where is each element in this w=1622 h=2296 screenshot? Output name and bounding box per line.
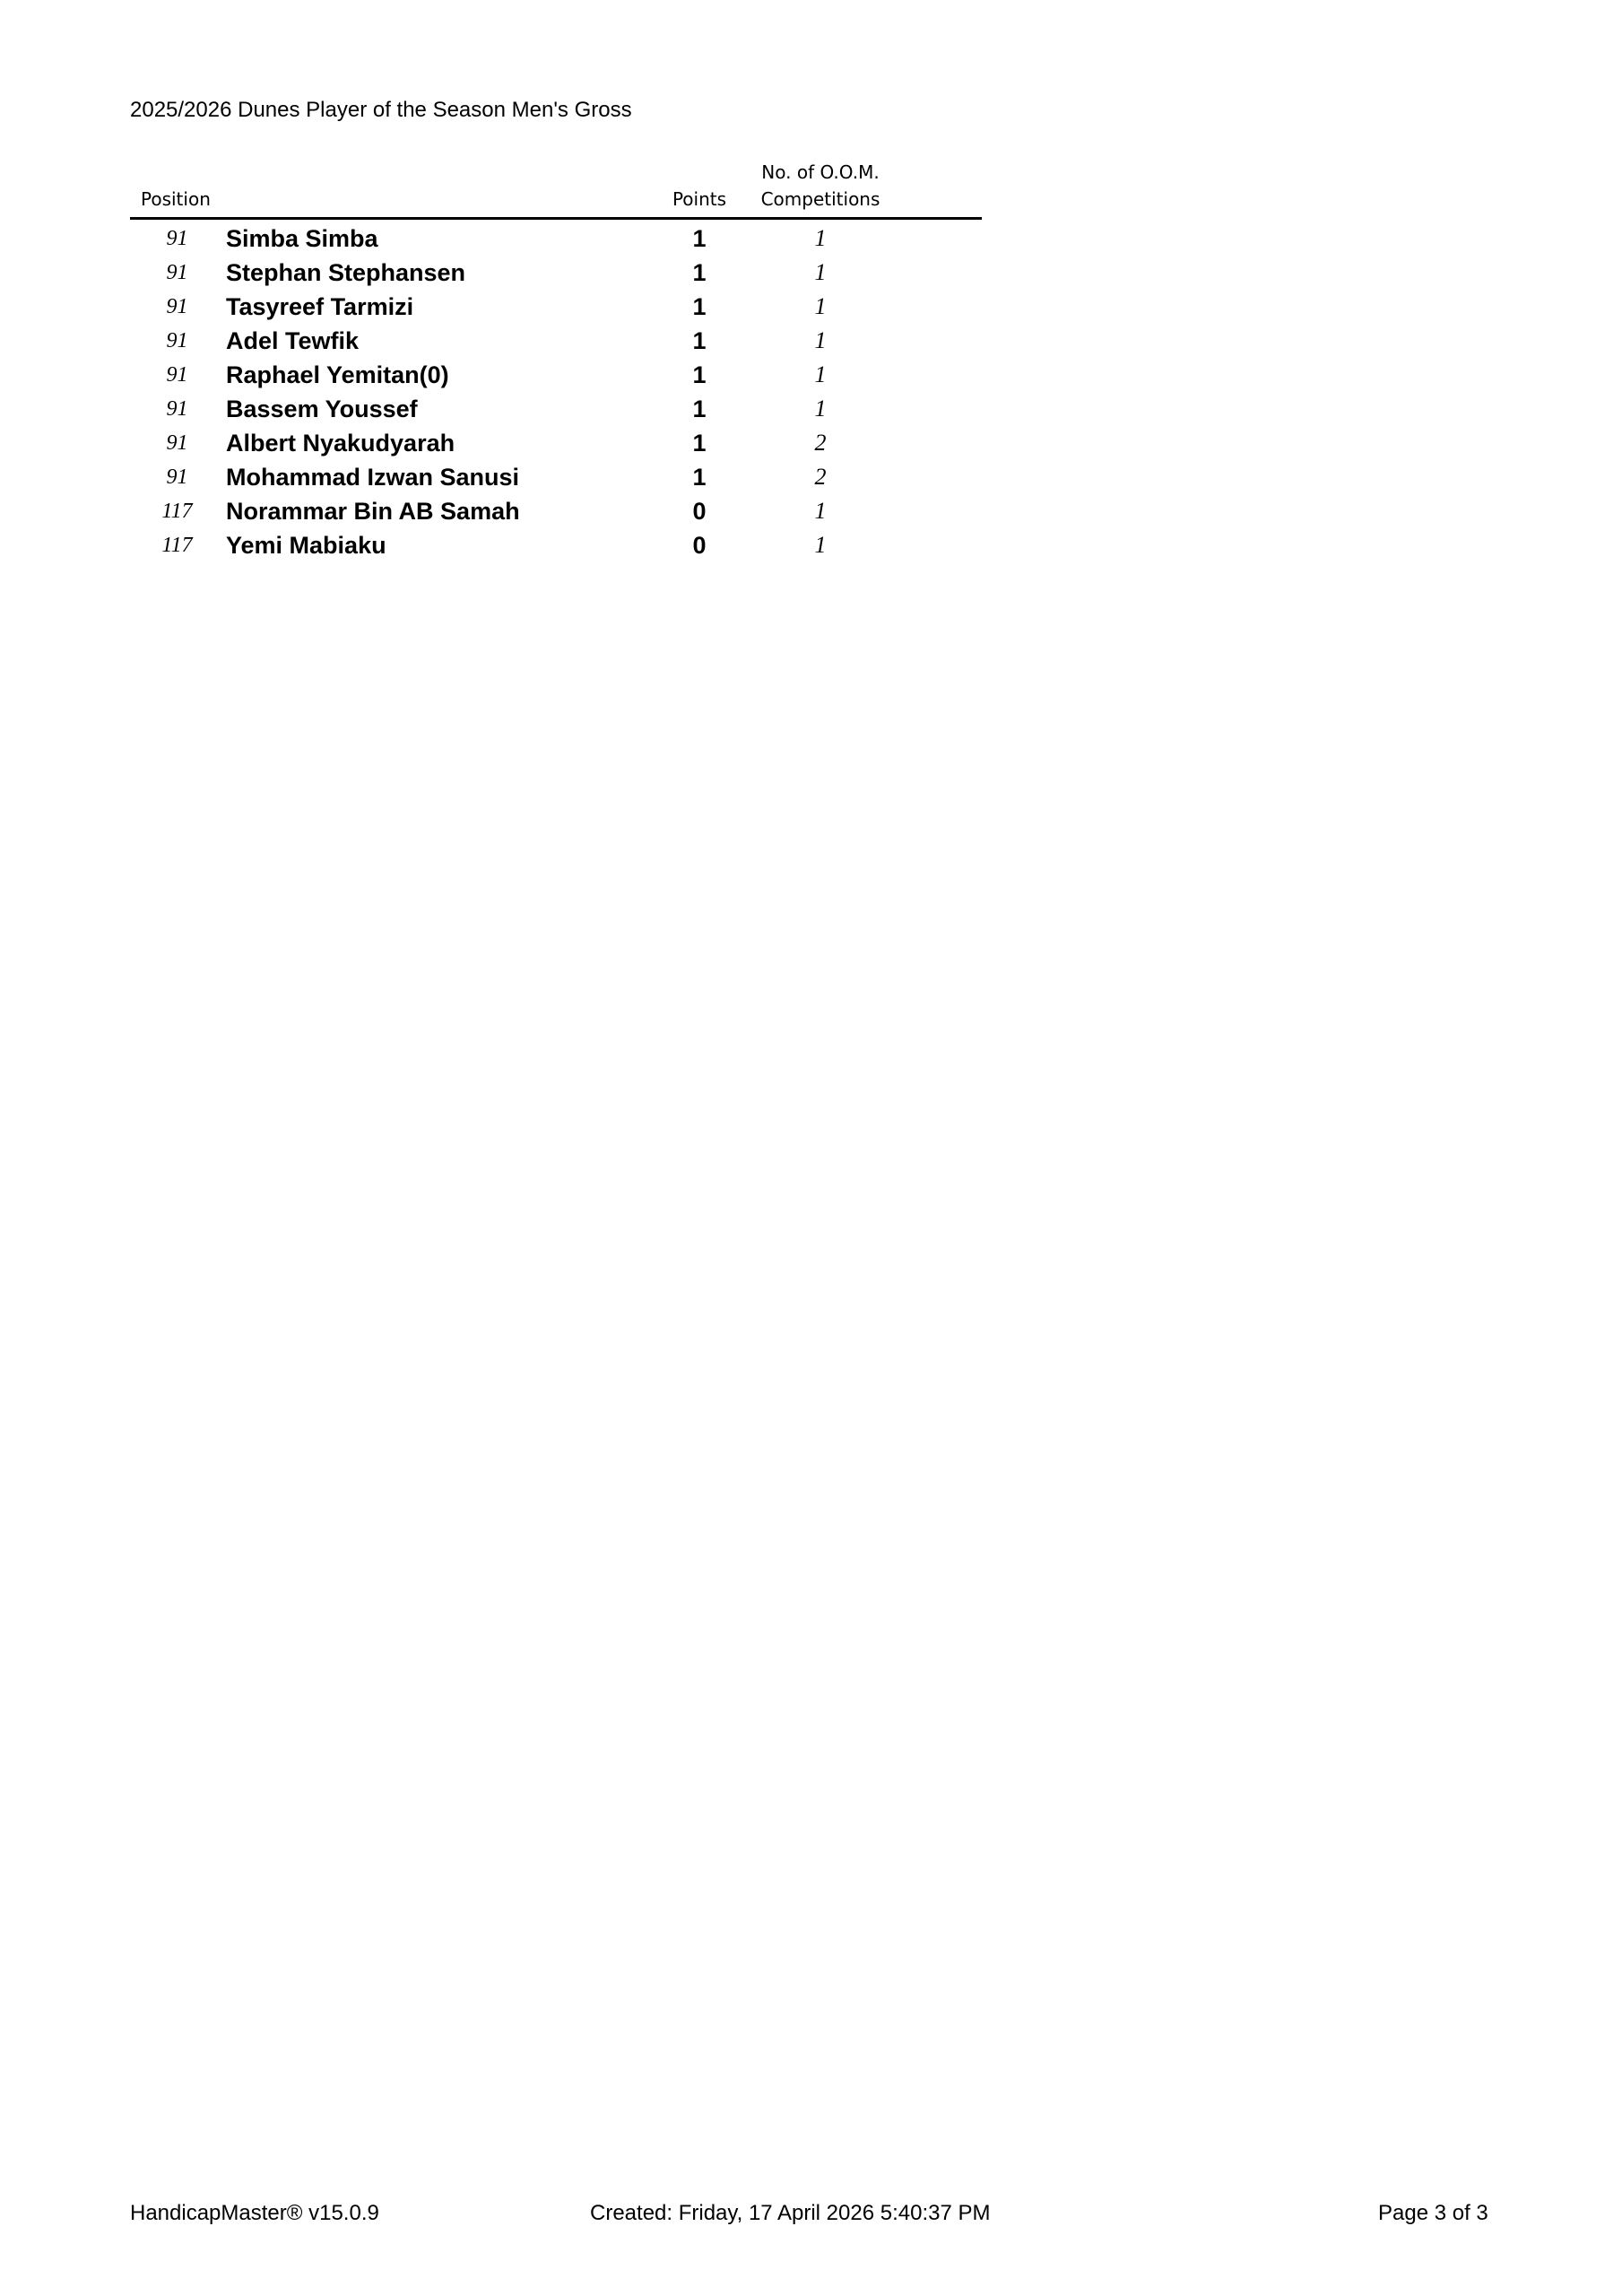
footer-created: Created: Friday, 17 April 2026 5:40:37 PM — [590, 2201, 991, 2225]
table-row — [130, 256, 982, 290]
row-position: 91 — [166, 295, 188, 318]
table-row — [130, 392, 982, 426]
row-points: 1 — [692, 225, 707, 252]
row-points: 1 — [692, 396, 707, 422]
header-competitions-line2: Competitions — [760, 188, 880, 210]
standings-table — [130, 156, 982, 562]
row-player-name: Norammar Bin AB Samah — [226, 498, 520, 525]
row-position: 117 — [161, 500, 193, 523]
row-competitions: 2 — [814, 464, 827, 490]
row-position: 91 — [166, 397, 188, 421]
row-position: 91 — [166, 363, 188, 387]
row-competitions: 1 — [814, 532, 827, 558]
table-row — [130, 358, 982, 392]
row-competitions: 1 — [814, 396, 827, 422]
row-points: 1 — [692, 430, 707, 457]
row-position: 91 — [166, 431, 188, 455]
row-competitions: 1 — [814, 498, 827, 524]
row-points: 1 — [692, 293, 707, 320]
row-competitions: 2 — [814, 430, 827, 456]
row-position: 91 — [166, 227, 188, 250]
header-position: Position — [141, 188, 211, 210]
header-competitions — [726, 159, 915, 213]
table-body — [130, 222, 982, 562]
row-points: 1 — [692, 361, 707, 388]
row-player-name: Bassem Youssef — [226, 396, 418, 422]
row-position: 91 — [166, 329, 188, 352]
table-row — [130, 222, 982, 256]
table-row — [130, 426, 982, 460]
header-points: Points — [672, 188, 727, 210]
row-points: 1 — [692, 464, 707, 491]
row-competitions: 1 — [814, 259, 827, 285]
footer-software: HandicapMaster® v15.0.9 — [130, 2201, 379, 2225]
row-competitions: 1 — [814, 361, 827, 387]
row-points: 1 — [692, 259, 707, 286]
row-competitions: 1 — [814, 225, 827, 251]
row-points: 0 — [692, 498, 707, 525]
table-row — [130, 494, 982, 528]
row-competitions: 1 — [814, 327, 827, 353]
row-player-name: Stephan Stephansen — [226, 259, 466, 286]
row-position: 91 — [166, 261, 188, 284]
row-points: 0 — [692, 532, 707, 559]
row-points: 1 — [692, 327, 707, 354]
table-row — [130, 324, 982, 358]
table-row — [130, 290, 982, 324]
row-competitions: 1 — [814, 293, 827, 319]
row-player-name: Simba Simba — [226, 225, 378, 252]
row-player-name: Yemi Mabiaku — [226, 532, 386, 559]
document-title: 2025/2026 Dunes Player of the Season Men's Gross — [130, 98, 632, 122]
row-player-name: Tasyreef Tarmizi — [226, 293, 414, 320]
table-row — [130, 528, 982, 562]
row-player-name: Adel Tewfik — [226, 327, 360, 354]
table-row — [130, 460, 982, 494]
table-header — [130, 156, 982, 220]
row-position: 117 — [161, 534, 193, 557]
header-competitions-line1: No. of O.O.M. — [761, 161, 880, 183]
footer-page-number: Page 3 of 3 — [1378, 2201, 1488, 2225]
row-player-name: Mohammad Izwan Sanusi — [226, 464, 520, 491]
row-player-name: Raphael Yemitan(0) — [226, 361, 449, 388]
row-player-name: Albert Nyakudyarah — [226, 430, 455, 457]
row-position: 91 — [166, 465, 188, 489]
